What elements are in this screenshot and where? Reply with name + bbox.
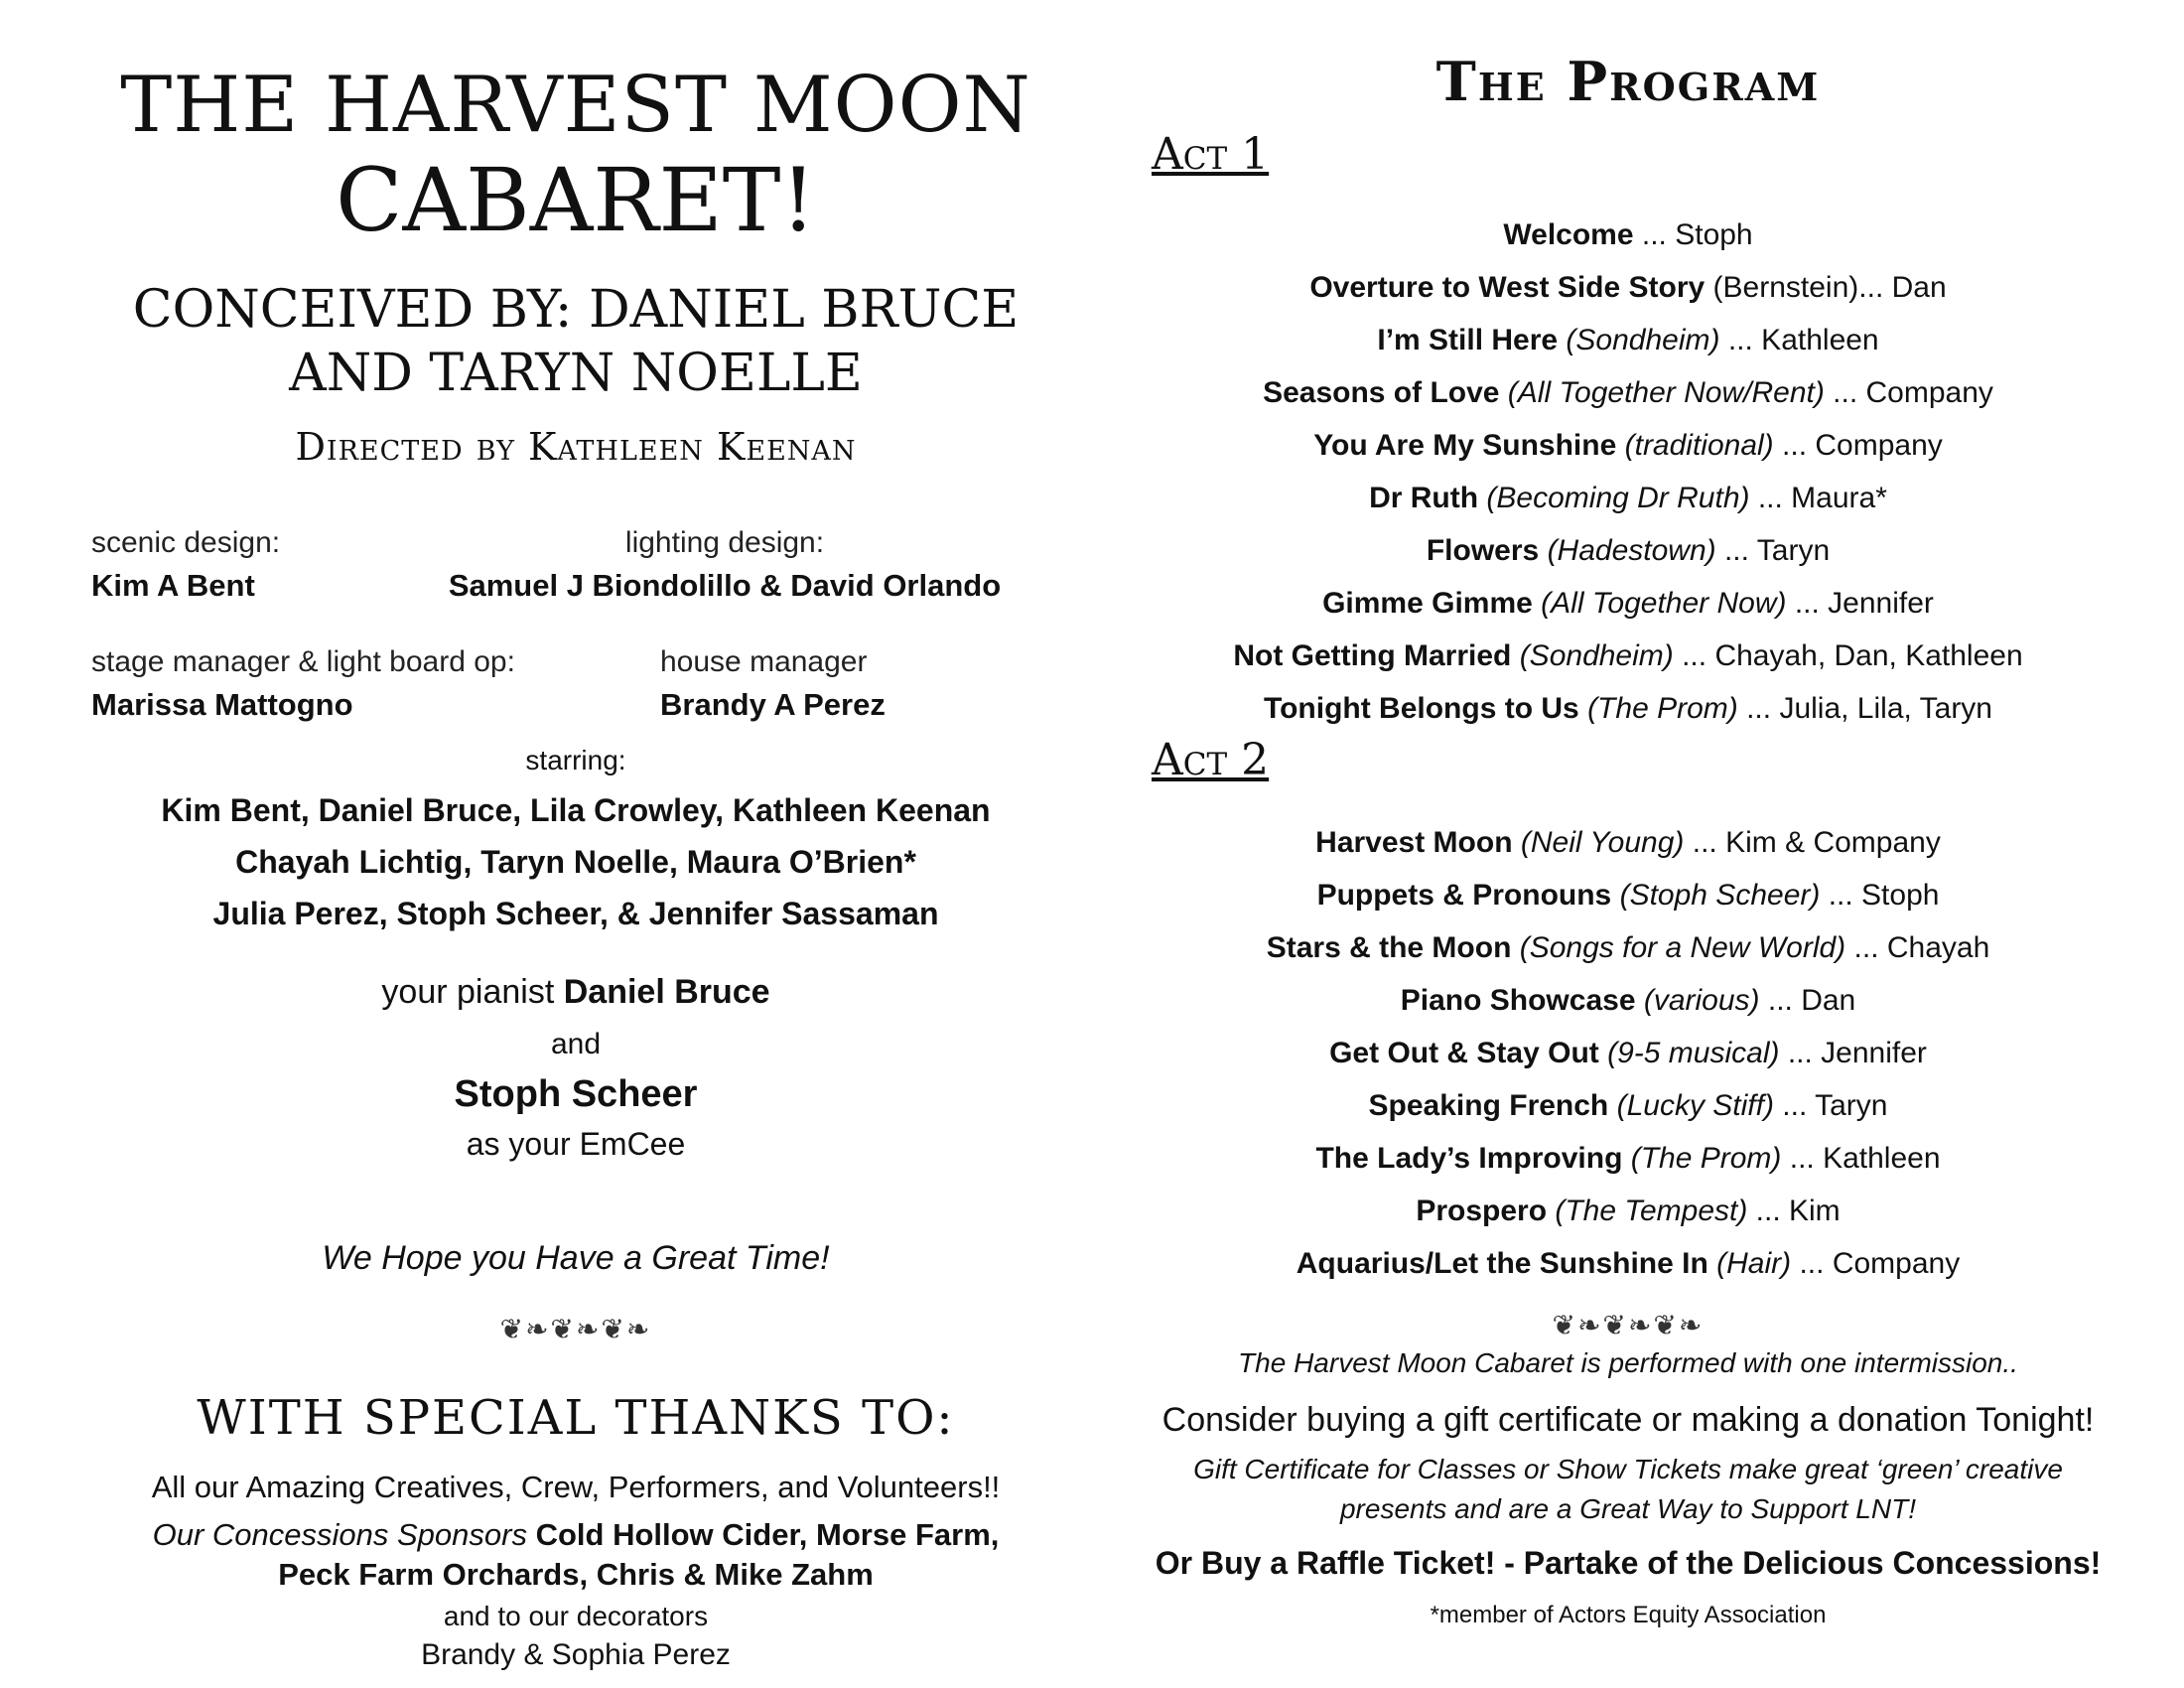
song-performer: ... Kathleen — [1781, 1142, 1941, 1175]
thanks-body — [79, 1470, 1072, 1672]
song-performer: ... Taryn — [1715, 534, 1831, 567]
thanks-line: All our Amazing Creatives, Crew, Performers, and Volunteers!! — [151, 1470, 1001, 1504]
song-title: Puppets & Pronouns — [1316, 879, 1612, 912]
song-title: Welcome — [1503, 218, 1634, 251]
pianist-block — [79, 973, 1072, 1163]
song-source: (Songs for a New World) — [1511, 931, 1846, 964]
gift-subtext-line: presents and are a Great Way to Support LNT! — [1339, 1493, 1916, 1524]
program-song — [1152, 209, 2105, 261]
program-song — [1152, 1027, 2105, 1079]
cast-line: Julia Perez, Stoph Scheer, & Jennifer Sassaman — [212, 896, 939, 931]
credit-name: Samuel J Biondolillo & David Orlando — [448, 568, 1002, 603]
program-song — [1152, 630, 2105, 682]
song-performer: ... Stoph — [1820, 879, 1940, 912]
program-song — [1152, 1132, 2105, 1185]
song-title: Tonight Belongs to Us — [1263, 692, 1579, 725]
song-title: Stars & the Moon — [1266, 931, 1512, 964]
cast-line: Kim Bent, Daniel Bruce, Lila Crowley, Kathleen Keenan — [161, 792, 991, 828]
starring-label: starring: — [525, 745, 626, 775]
song-title: Gimme Gimme — [1322, 587, 1533, 620]
song-performer: ... Jennifer — [1779, 1037, 1927, 1069]
song-source: (various) — [1635, 984, 1760, 1017]
credit-label: scenic design: — [91, 526, 281, 559]
program-song — [1152, 366, 2105, 419]
hope-message: We Hope you Have a Great Time! — [322, 1239, 830, 1277]
song-source: (All Together Now/Rent) — [1499, 376, 1825, 409]
credit-label: stage manager & light board op: — [91, 645, 515, 678]
program-song — [1152, 472, 2105, 524]
program-song — [1152, 1185, 2105, 1237]
act2-song-list — [1152, 816, 2105, 1290]
program-song — [1152, 921, 2105, 974]
song-title: Speaking French — [1368, 1089, 1609, 1122]
gift-appeal: Consider buying a gift certificate or making a donation Tonight! — [1161, 1401, 2095, 1439]
show-title-line2: CABARET! — [336, 149, 816, 251]
credit-scenic — [91, 526, 280, 604]
song-source: (The Tempest) — [1547, 1195, 1748, 1227]
intermission-note: The Harvest Moon Cabaret is performed with one intermission.. — [1238, 1347, 2018, 1378]
emcee-name: Stoph Scheer — [454, 1073, 698, 1115]
song-source: (Sondheim) — [1558, 324, 1728, 356]
pianist-prefix: your pianist — [381, 973, 564, 1011]
song-source: (Becoming Dr Ruth) — [1478, 482, 1750, 514]
gift-subtext — [1152, 1450, 2105, 1529]
credit-stage-manager — [91, 645, 515, 723]
program-song — [1152, 314, 2105, 366]
song-performer: ... Company — [1824, 376, 1993, 409]
conceived-line2: AND TARYN NOELLE — [289, 344, 863, 403]
song-title: Flowers — [1426, 534, 1540, 567]
song-source: (Neil Young) — [1512, 826, 1685, 859]
left-panel — [79, 60, 1072, 1671]
song-performer: ... Kim & Company — [1684, 826, 1941, 859]
song-performer: ... Maura* — [1749, 482, 1887, 514]
song-source: (traditional) — [1616, 429, 1774, 462]
conceived-line1: CONCEIVED BY: DANIEL BRUCE — [132, 280, 1020, 340]
flourish-ornament: ❦❧❦❧❦❧ — [1552, 1309, 1705, 1341]
right-panel — [1152, 50, 2105, 1628]
song-title: Get Out & Stay Out — [1329, 1037, 1599, 1069]
song-source: (All Together Now) — [1532, 587, 1787, 620]
sponsors-names: Cold Hollow Cider, Morse Farm, — [535, 1517, 1000, 1552]
song-performer: ... Company — [1791, 1247, 1961, 1280]
song-performer: ... Taryn — [1773, 1089, 1888, 1122]
song-title: Overture to West Side Story — [1309, 271, 1706, 304]
program-song — [1152, 1079, 2105, 1132]
credit-name: Brandy A Perez — [660, 687, 886, 722]
decorators-label: and to our decorators — [443, 1601, 709, 1631]
pianist-line — [79, 973, 1072, 1012]
flourish-ornament: ❦❧❦❧❦❧ — [499, 1313, 652, 1345]
credit-house-manager — [660, 645, 886, 723]
song-performer: ... Chayah, Dan, Kathleen — [1673, 639, 2023, 672]
song-title: The Lady’s Improving — [1315, 1142, 1623, 1175]
song-title: Dr Ruth — [1369, 482, 1479, 514]
song-performer: ... Julia, Lila, Taryn — [1737, 692, 1992, 725]
sponsors-line — [79, 1517, 1072, 1553]
program-song — [1152, 869, 2105, 921]
song-source: (9-5 musical) — [1598, 1037, 1780, 1069]
song-source: (Sondheim) — [1511, 639, 1674, 672]
program-song — [1152, 1237, 2105, 1290]
program-song — [1152, 682, 2105, 735]
song-source: (The Prom) — [1622, 1142, 1782, 1175]
song-performer: ... Stoph — [1633, 218, 1753, 251]
song-performer: ... Kim — [1747, 1195, 1841, 1227]
song-title: I’m Still Here — [1377, 324, 1559, 356]
act1-song-list — [1152, 209, 2105, 735]
program-song — [1152, 419, 2105, 472]
credit-name: Kim A Bent — [91, 568, 255, 603]
program-song — [1152, 524, 2105, 577]
song-performer: ... Company — [1773, 429, 1943, 462]
song-performer: ... Chayah — [1845, 931, 1990, 964]
song-performer: ... Dan — [1759, 984, 1856, 1017]
pianist-name: Daniel Bruce — [563, 973, 770, 1011]
starring-block — [79, 745, 1072, 939]
program-title: The Program — [1435, 50, 1821, 113]
sponsors-names-line2: Peck Farm Orchards, Chris & Mike Zahm — [278, 1557, 874, 1592]
directed-by: Directed by Kathleen Keenan — [295, 425, 857, 469]
song-title: Not Getting Married — [1233, 639, 1512, 672]
song-title: Aquarius/Let the Sunshine In — [1296, 1247, 1708, 1280]
cast-line: Chayah Lichtig, Taryn Noelle, Maura O’Brien* — [235, 844, 916, 880]
song-source: (Hadestown) — [1539, 534, 1716, 567]
song-title: You Are My Sunshine — [1313, 429, 1617, 462]
song-title: Prospero — [1416, 1195, 1548, 1227]
song-performer: ... Kathleen — [1727, 324, 1879, 356]
thanks-title: WITH SPECIAL THANKS TO: — [197, 1390, 955, 1446]
song-source: (Stoph Scheer) — [1611, 879, 1821, 912]
credit-name: Marissa Mattogno — [91, 687, 353, 722]
song-performer: (Bernstein)... Dan — [1705, 271, 1947, 304]
show-title-line1: THE HARVEST MOON — [120, 61, 1031, 150]
raffle-appeal: Or Buy a Raffle Ticket! - Partake of the Delicious Concessions! — [1155, 1545, 2102, 1581]
act2-heading: Act 2 — [1152, 735, 1270, 785]
program-song — [1152, 261, 2105, 314]
credit-label: house manager — [660, 645, 868, 678]
song-source: (Lucky Stiff) — [1608, 1089, 1774, 1122]
sponsors-prefix: Our Concessions Sponsors — [152, 1517, 536, 1552]
song-source: (Hair) — [1707, 1247, 1792, 1280]
program-footer — [1152, 1309, 2105, 1629]
conceived-by — [79, 278, 1072, 405]
song-title: Piano Showcase — [1400, 984, 1636, 1017]
program-song — [1152, 577, 2105, 630]
gift-subtext-line: Gift Certificate for Classes or Show Tickets make great ‘green’ creative — [1193, 1454, 2063, 1484]
credit-lighting — [387, 526, 1062, 604]
song-title: Seasons of Love — [1263, 376, 1500, 409]
credit-label: lighting design: — [624, 526, 825, 559]
equity-footnote: *member of Actors Equity Association — [1430, 1602, 1827, 1628]
act1-heading: Act 1 — [1152, 129, 1270, 180]
decorators-names: Brandy & Sophia Perez — [421, 1638, 731, 1671]
song-source: (The Prom) — [1578, 692, 1738, 725]
song-performer: ... Jennifer — [1786, 587, 1934, 620]
song-title: Harvest Moon — [1315, 826, 1513, 859]
and-text: and — [550, 1028, 602, 1060]
program-song — [1152, 816, 2105, 869]
program-song — [1152, 974, 2105, 1027]
emcee-label: as your EmCee — [466, 1126, 686, 1162]
